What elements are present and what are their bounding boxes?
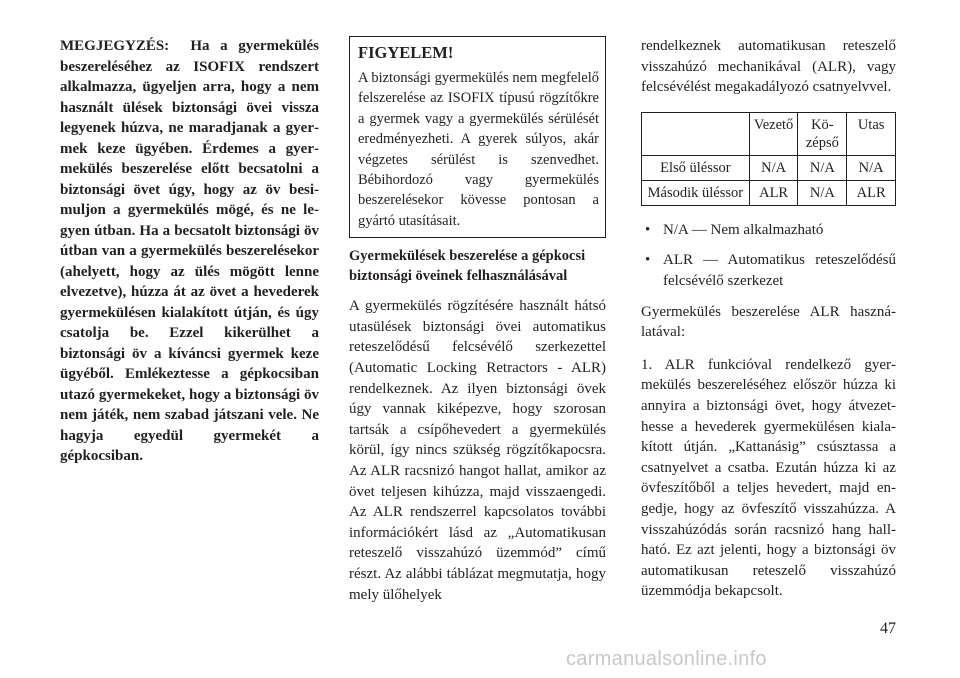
warning-title: FIGYELEM! [358, 43, 454, 62]
table-cell: ALR [847, 180, 896, 205]
table-cell: Második üléssor [642, 180, 750, 205]
section-body: A gyermekülés rögzítésére használt hátsó utasülések biztonsági övei automatikus reteszelődésű felcsévélő szerkezettel (Automatic Locking Retractors - ALR) rendelkeznek. Az ilyen biztonsági övek úgy vannak kiképezve, hogy szorosan tartsák a csípőhevedert a gyermekülés körül, így nincs szükség rögzítőkapocsra. Az ALR racsnizó hangot hallat, amikor az övet teljesen kihúzza, majd visszaengedi. Az ALR rendszerrel kapcsolatos további információkért lásd az „Automatikusan reteszelő visszahúzó üzemmód” című részt. Az alábbi táblázat megmutatja, hogy mely ülőhelyek [349, 298, 606, 603]
table-cell: N/A [798, 155, 847, 180]
usage-intro: Gyermekülés beszerelése ALR használatával: [641, 303, 896, 341]
table-cell: N/A [749, 155, 798, 180]
table-cell: ALR [749, 180, 798, 205]
table-cell: N/A [847, 155, 896, 180]
retractor-table [641, 112, 896, 206]
middle-column [349, 36, 606, 605]
note-label: MEGJEGYZÉS: [60, 38, 170, 54]
list-item [641, 220, 896, 241]
page-number: 47 [880, 620, 896, 637]
table-cell: N/A [798, 180, 847, 205]
table-row [642, 180, 896, 205]
bullet-icon: • [645, 252, 651, 269]
table-row [642, 155, 896, 180]
watermark-link[interactable]: carmanualsonline.info [566, 648, 767, 670]
bullet-icon: • [645, 221, 651, 238]
table-header-cell: Vezető [749, 112, 798, 155]
table-header-row [642, 112, 896, 155]
table-header-cell: Középső [798, 112, 847, 155]
table-cell: Első üléssor [642, 155, 750, 180]
legend-list [641, 220, 896, 292]
legend-text: N/A — Nem alkalmazható [663, 221, 824, 238]
warning-box [349, 36, 606, 238]
section-heading: Gyermekülések beszerelése a gépkocsi biztonsági öveinek felhasználásával [349, 248, 586, 285]
left-column [60, 36, 319, 467]
section-body-continued: rendelkeznek automatikusan reteszelő visszahúzó mechanikával (ALR), vagy felcsévélést megakadályozó csatnyelvvel. [641, 38, 896, 96]
legend-text: ALR — Automatikus reteszelődésű felcsévélő szerkezet [663, 252, 896, 289]
table-header-cell [642, 112, 750, 155]
table-header-cell: Utas [847, 112, 896, 155]
usage-step-1: 1. ALR funkcióval rendelkező gyermekülés beszereléséhez először húzza ki annyira a biztonsági övet, hogy átvezethesse a hevederek gyermekülésen kialakított útján. „Kattanásig” csúsztassa a csatnyelvet a csatba. Ezután húzza ki az övfeszítőből a teljes hevedert, majd engedje, hogy az övfeszítő visszahúzza. A visszahúzódás során racsnizó hang hallható. Ez azt jelenti, hogy a biztonsági öv automatikusan reteszelő visszahúzó üzemmódja bekapcsolt. [641, 356, 896, 600]
list-item [641, 250, 896, 291]
right-column [641, 36, 896, 602]
note-paragraph [60, 36, 319, 467]
warning-text: A biztonsági gyermekülés nem megfelelő felszerelése az ISOFIX típusú rögzítőkre a gyermek vagy a gyermekülés sérülését eredményezheti. A gyerek súlyos, akár végzetes sérülést is szenvedhet. Bébihordozó vagy gyermekülés beszerelésekor kövesse pontosan a gyártó utasításait. [358, 70, 599, 229]
note-text: Ha a gyermekülés beszereléséhez az ISOFIX rendszert alkalmazza, ügyeljen arra, hogy a nem használt ülések biztonsági övei vissza legyenek húzva, ne maradjanak a gyermek keze ügyében. Érdemes a gyermekülés beszerelése előtt becsatolni a biztonsági övet úgy, hogy az öv besimuljon a gyermekülés mögé, és ne legyen útban. Ha a becsatolt biztonsági öv útban van a gyermekülés beszerelésekor (ahelyett, hogy az ülés mögött lenne elvezetve), húzza át az övet a hevederek gyermekülésen kialakított útján, és úgy csatolja be. Ezzel kikerülhet a biztonsági öv a kíváncsi gyermek keze ügyéből. Emlékeztesse a gépkocsiban utazó gyermekeket, hogy a biztonsági öv nem játék, nem szabad játszani vele. Ne hagyja egyedül gyermekét a gépkocsiban. [60, 38, 320, 464]
